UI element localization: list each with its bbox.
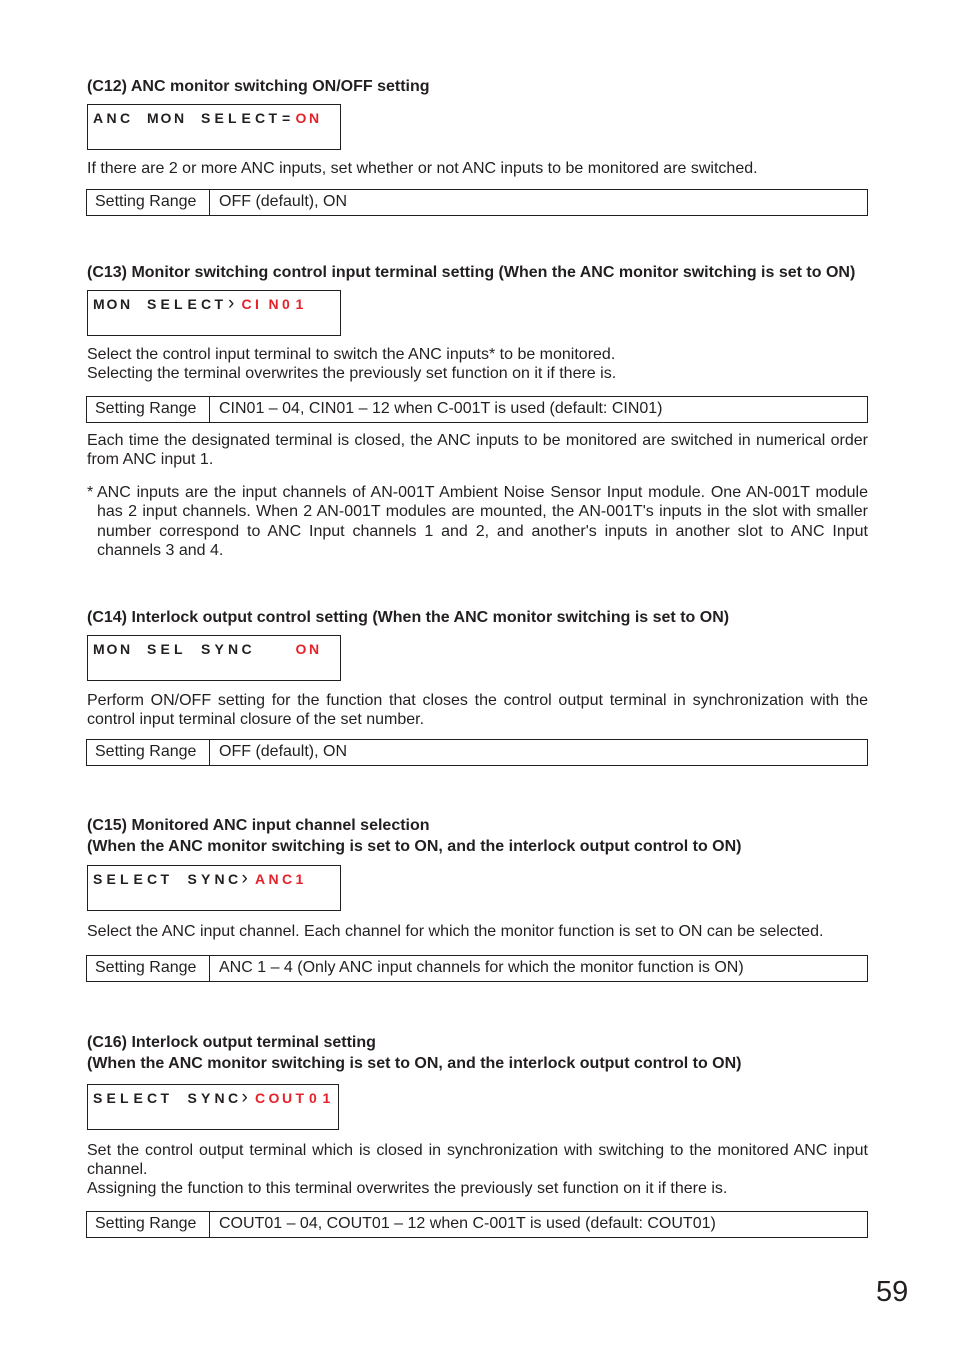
lcd-display bbox=[87, 865, 341, 911]
setting-range-label: Setting Range bbox=[87, 1212, 210, 1237]
page-number: 59 bbox=[876, 1276, 909, 1308]
lcd-char: C bbox=[147, 871, 158, 887]
section-heading bbox=[87, 1032, 742, 1074]
lcd-char: E bbox=[106, 1090, 116, 1106]
setting-range-table bbox=[86, 189, 868, 216]
lcd-char: 1 bbox=[295, 296, 304, 312]
lcd-char: E bbox=[160, 296, 170, 312]
lcd-char: U bbox=[282, 1090, 293, 1106]
lcd-display bbox=[87, 290, 341, 336]
setting-range-table bbox=[86, 396, 868, 423]
section-description bbox=[87, 1141, 868, 1198]
footnote-text: ANC inputs are the input channels of AN-001T Ambient Noise Sensor Input module. One AN-001T module has 2 input channels. When 2 AN-001T modules are mounted, the AN-001T's inputs in the slot with smaller number correspond to ANC Input channels 1 and 2, and another's inputs in another slot to ANC Input channels 3 and 4. bbox=[97, 484, 868, 559]
description-line: Assigning the function to this terminal overwrites the previously set function on it if there is. bbox=[87, 1180, 728, 1197]
lcd-char: 1 bbox=[322, 1090, 331, 1106]
lcd-char: N bbox=[120, 641, 131, 657]
lcd-value bbox=[296, 110, 323, 126]
lcd-char: I bbox=[255, 296, 259, 312]
lcd-char: C bbox=[228, 1090, 239, 1106]
lcd-char: C bbox=[228, 871, 239, 887]
heading-title: (C15) Monitored ANC input channel selection bbox=[87, 817, 430, 834]
lcd-char: C bbox=[255, 1090, 266, 1106]
lcd-char: N bbox=[309, 110, 320, 126]
lcd-char: S bbox=[147, 296, 157, 312]
heading-condition: (When the ANC monitor switching is set to ON, and the interlock output control to ON) bbox=[87, 838, 742, 855]
lcd-display bbox=[87, 104, 341, 150]
lcd-value bbox=[255, 1090, 336, 1106]
lcd-char: N bbox=[214, 1090, 225, 1106]
lcd-char: E bbox=[133, 1090, 143, 1106]
lcd-display bbox=[87, 635, 341, 681]
lcd-char: O bbox=[106, 641, 118, 657]
lcd-char: S bbox=[147, 641, 157, 657]
lcd-char: C bbox=[201, 296, 212, 312]
lcd-char: 0 bbox=[309, 1090, 317, 1106]
lcd-char bbox=[188, 641, 202, 657]
lcd-label bbox=[93, 296, 228, 312]
lcd-char: = bbox=[282, 110, 291, 126]
lcd-char: M bbox=[93, 641, 105, 657]
setting-range-label: Setting Range bbox=[87, 740, 210, 765]
lcd-char: N bbox=[228, 641, 239, 657]
section-description: Select the ANC input channel. Each channel for which the monitor function is set to ON can be selected. bbox=[87, 923, 824, 940]
lcd-char: › bbox=[241, 868, 248, 889]
lcd-char: C bbox=[241, 641, 252, 657]
lcd-display bbox=[87, 1084, 339, 1130]
lcd-char: N bbox=[106, 110, 117, 126]
section-heading: (C14) Interlock output control setting (When the ANC monitor switching is set to ON) bbox=[87, 609, 730, 626]
lcd-char: T bbox=[160, 871, 170, 887]
section-heading: (C13) Monitor switching control input terminal setting (When the ANC monitor switching is set to ON) bbox=[87, 264, 856, 281]
lcd-char bbox=[188, 110, 202, 126]
description-line: Selecting the terminal overwrites the previously set function on it if there is. bbox=[87, 365, 617, 382]
lcd-char bbox=[134, 110, 148, 126]
lcd-char: L bbox=[228, 110, 237, 126]
lcd-value bbox=[255, 871, 309, 887]
lcd-char: L bbox=[120, 871, 129, 887]
lcd-char: S bbox=[93, 1090, 103, 1106]
lcd-char: O bbox=[295, 641, 307, 657]
lcd-char: O bbox=[295, 110, 307, 126]
lcd-char: T bbox=[160, 1090, 170, 1106]
lcd-char: C bbox=[282, 871, 293, 887]
section-heading: (C12) ANC monitor switching ON/OFF setting bbox=[87, 78, 430, 95]
lcd-char: 0 bbox=[282, 296, 290, 312]
lcd-char: Y bbox=[214, 641, 224, 657]
lcd-arrow bbox=[242, 868, 256, 889]
heading-title: (C16) Interlock output terminal setting bbox=[87, 1034, 376, 1051]
setting-range-label: Setting Range bbox=[87, 956, 210, 981]
lcd-char: S bbox=[187, 1090, 197, 1106]
setting-range-value: OFF (default), ON bbox=[219, 743, 348, 760]
lcd-char: M bbox=[93, 296, 105, 312]
lcd-arrow bbox=[242, 1087, 256, 1108]
lcd-char bbox=[134, 296, 148, 312]
lcd-char: M bbox=[147, 110, 159, 126]
lcd-char: N bbox=[268, 871, 279, 887]
lcd-char: C bbox=[241, 296, 252, 312]
lcd-char: S bbox=[93, 871, 103, 887]
lcd-char: O bbox=[106, 296, 118, 312]
lcd-label bbox=[93, 641, 255, 657]
setting-range-value: COUT01 – 04, COUT01 – 12 when C-001T is used (default: COUT01) bbox=[219, 1215, 716, 1232]
setting-range-label: Setting Range bbox=[87, 397, 210, 422]
lcd-char: E bbox=[214, 110, 224, 126]
section-description bbox=[87, 345, 868, 383]
section-heading bbox=[87, 815, 742, 857]
lcd-char: O bbox=[268, 1090, 280, 1106]
setting-range-value: CIN01 – 04, CIN01 – 12 when C-001T is used (default: CIN01) bbox=[219, 400, 663, 417]
lcd-char: › bbox=[241, 1087, 248, 1108]
setting-range-value: ANC 1 – 4 (Only ANC input channels for which the monitor function is ON) bbox=[219, 959, 744, 976]
setting-range-value: OFF (default), ON bbox=[219, 193, 348, 210]
lcd-char: S bbox=[201, 641, 211, 657]
lcd-char: L bbox=[174, 296, 183, 312]
lcd-char: E bbox=[106, 871, 116, 887]
section-description: Perform ON/OFF setting for the function that closes the control output terminal in synchronization with the control input terminal closure of the set number. bbox=[87, 692, 868, 728]
lcd-char: E bbox=[241, 110, 251, 126]
lcd-char: › bbox=[228, 293, 235, 314]
setting-range-table bbox=[86, 1211, 868, 1238]
lcd-char: C bbox=[120, 110, 131, 126]
description-line: Select the control input terminal to switch the ANC inputs* to be monitored. bbox=[87, 346, 616, 363]
lcd-char bbox=[174, 1090, 188, 1106]
footnote-marker: * bbox=[87, 484, 94, 501]
lcd-char: E bbox=[187, 296, 197, 312]
lcd-char: E bbox=[160, 641, 170, 657]
lcd-char: T bbox=[295, 1090, 305, 1106]
setting-range-table bbox=[86, 955, 868, 982]
lcd-char: A bbox=[255, 871, 266, 887]
footnote bbox=[87, 483, 868, 560]
lcd-char: T bbox=[268, 110, 278, 126]
lcd-char: C bbox=[147, 1090, 158, 1106]
lcd-char: N bbox=[174, 110, 185, 126]
lcd-value bbox=[296, 641, 323, 657]
lcd-char: S bbox=[187, 871, 197, 887]
lcd-char: C bbox=[255, 110, 266, 126]
lcd-char: Y bbox=[201, 1090, 211, 1106]
setting-range-label: Setting Range bbox=[87, 190, 210, 215]
lcd-char: E bbox=[133, 871, 143, 887]
lcd-label bbox=[93, 110, 296, 126]
lcd-char: L bbox=[120, 1090, 129, 1106]
lcd-label bbox=[93, 1090, 242, 1106]
lcd-char: N bbox=[214, 871, 225, 887]
setting-range-table bbox=[86, 739, 868, 766]
lcd-label bbox=[93, 871, 242, 887]
lcd-char: N bbox=[268, 296, 279, 312]
lcd-value bbox=[242, 296, 310, 312]
lcd-char: A bbox=[93, 110, 104, 126]
lcd-char: T bbox=[214, 296, 224, 312]
lcd-char: N bbox=[309, 641, 320, 657]
lcd-char: Y bbox=[201, 871, 211, 887]
lcd-char: N bbox=[120, 296, 131, 312]
lcd-char: 1 bbox=[295, 871, 304, 887]
lcd-char bbox=[174, 871, 188, 887]
section-description: If there are 2 or more ANC inputs, set whether or not ANC inputs to be monitored are switched. bbox=[87, 160, 758, 177]
heading-condition: (When the ANC monitor switching is set to ON, and the interlock output control to ON) bbox=[87, 1055, 742, 1072]
section-note: Each time the designated terminal is closed, the ANC inputs to be monitored are switched in numerical order from ANC input 1. bbox=[87, 432, 868, 468]
description-line: Set the control output terminal which is closed in synchronization with switching to the monitored ANC input channel. bbox=[87, 1142, 868, 1178]
lcd-arrow bbox=[228, 293, 242, 314]
lcd-char: L bbox=[174, 641, 183, 657]
lcd-char: S bbox=[201, 110, 211, 126]
lcd-char bbox=[134, 641, 148, 657]
lcd-char: O bbox=[160, 110, 172, 126]
